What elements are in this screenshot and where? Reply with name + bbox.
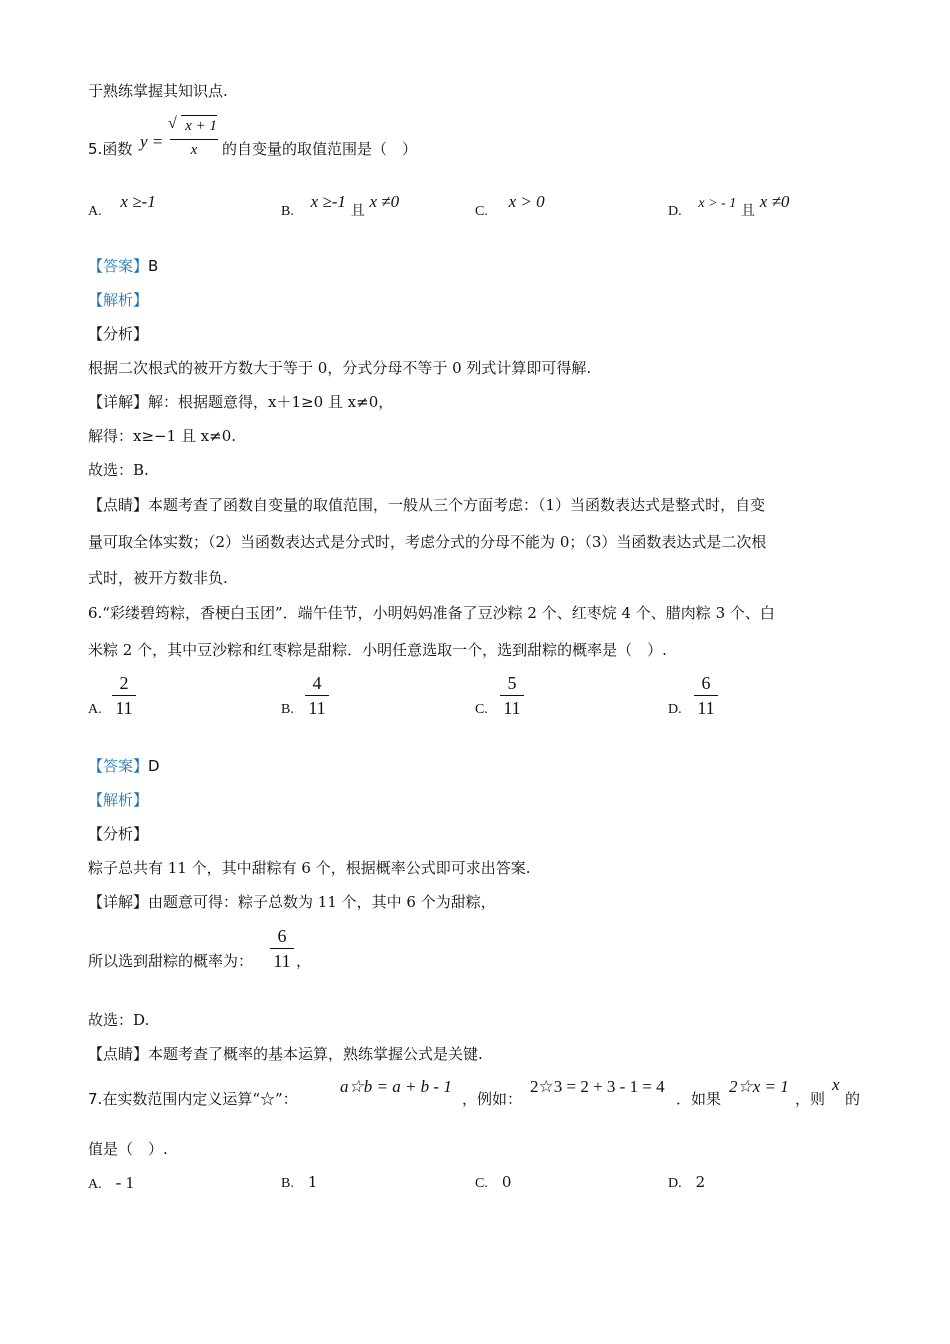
dianjing-text: 本题考查了概率的基本运算，熟练掌握公式是关键. [148,1045,483,1063]
option-c-label[interactable]: C. [475,702,488,717]
probability-comma: ， [296,952,312,970]
stem-text: ，则 [795,1090,826,1108]
solution-line: 解得：x≥−1 且 x≠0. [88,427,237,445]
sqrt-fraction [170,115,218,160]
stem-text: 函数 [102,140,133,158]
option-label: D. [668,1176,682,1191]
option-expr: x > 0 [508,192,545,211]
question-number: 7. [88,1090,103,1108]
probability-line [88,950,253,972]
option-expr2: x ≠0 [759,192,790,211]
xiangjie-line [88,891,496,913]
option-value: 0 [501,1173,512,1191]
choice-line: 故选：D. [88,1011,150,1029]
denominator: 11 [503,698,521,718]
radicand: x + 1 [181,115,217,136]
answer-line [88,755,160,777]
option-label: D. [668,204,682,219]
dianjing-text-2: 量可取全体实数；（2）当函数表达式是分式时，考虑分式的分母不能为 0；（3）当函数表达式是二次根 [88,533,767,551]
option-d-fraction [694,673,718,718]
fraction-bar [305,695,329,696]
dianjing-line [88,494,765,516]
option-expr: x ≥-1 [310,192,346,211]
denominator: 11 [115,698,133,718]
denominator: x [190,142,198,158]
xiangjie-tag: 【详解】 [88,393,149,411]
option-a[interactable] [88,192,156,220]
analysis-tag: 【解析】 [88,791,149,809]
dianjing-tag: 【点睛】 [88,1045,149,1063]
option-c-fraction [500,673,524,718]
option-b[interactable] [281,1173,317,1192]
numerator: 6 [277,926,287,946]
analysis-tag: 【解析】 [88,291,149,309]
fraction-bar [500,695,524,696]
fraction-bar [694,695,718,696]
option-label: A. [88,204,102,219]
option-c[interactable] [475,192,545,220]
option-value: 1 [307,1173,318,1191]
option-value: - 1 [115,1173,135,1192]
fraction-bar [112,695,136,696]
question-5-stem [88,138,132,159]
numerator: 4 [312,673,322,693]
stem-text: 的 [845,1090,861,1108]
xiangjie-line [88,391,393,413]
dianjing-tag: 【点睛】 [88,496,149,514]
denominator: 11 [697,698,715,718]
denominator: 11 [308,698,326,718]
formula-y: y = [140,132,164,151]
stem-text: 的自变量的取值范围是（ ） [222,140,418,158]
option-c[interactable] [475,1173,511,1192]
question-number: 5. [88,140,103,158]
dianjing-text: 本题考查了函数自变量的取值范围，一般从三个方面考虑：（1）当函数表达式是整式时，自变 [148,496,766,514]
option-b-fraction [305,673,329,718]
option-conj: 且 [350,203,365,219]
option-a-label[interactable]: A. [88,702,102,717]
xiangjie-text: 解：根据题意得，x＋1≥0 且 x≠0， [148,393,394,411]
text-line: 于熟练掌握其知识点. [88,82,228,100]
option-d-label[interactable]: D. [668,702,682,717]
answer-tag: 【答案】 [88,757,149,775]
probability-text: 所以选到甜粽的概率为： [88,952,254,970]
probability-fraction [270,926,294,971]
answer-value: D [148,757,160,775]
option-expr: x > - 1 [698,196,737,211]
fenxi-text: 粽子总共有 11 个，其中甜粽有 6 个，根据概率公式即可求出答案. [88,859,531,877]
choice-line: 故选：B. [88,461,149,479]
option-d[interactable] [668,1173,705,1192]
option-label: C. [475,1176,488,1191]
option-label: B. [281,204,294,219]
answer-value: B [148,257,159,275]
option-b[interactable] [281,192,400,220]
numerator: 5 [507,673,517,693]
answer-tag: 【答案】 [88,257,149,275]
option-expr: x ≥-1 [120,192,156,211]
answer-line [88,255,158,277]
question-6-stem-1: 6.“彩缕碧筠粽，香梗白玉团”．端午佳节，小明妈妈准备了豆沙粽 2 个、红枣烷 4 个、腊肉粽 3 个、白 [88,604,775,622]
option-conj: 且 [741,203,756,219]
denominator: 11 [273,951,291,971]
option-label: B. [281,1176,294,1191]
question-6-stem-2: 米粽 2 个，其中豆沙粽和红枣粽是甜粽．小明任意选取一个，选到甜粽的概率是（ ）. [88,641,667,659]
formula-example: 2☆3 = 2 + 3 - 1 = 4 [530,1077,665,1096]
dianjing-line [88,1043,483,1065]
dianjing-text-3: 式时，被开方数非负. [88,569,228,587]
stem-text: ，例如： [462,1090,523,1108]
stem-text: ．如果 [676,1090,722,1108]
fenxi-text: 根据二次根式的被开方数大于等于 0，分式分母不等于 0 列式计算即可得解. [88,359,592,377]
question-7-stem-2: 值是（ ）. [88,1140,168,1158]
numerator: 6 [701,673,711,693]
option-label: C. [475,204,488,219]
xiangjie-tag: 【详解】 [88,893,149,911]
option-expr2: x ≠0 [369,192,400,211]
sqrt-sign-icon: √ [168,115,177,132]
variable-x: x [832,1075,840,1094]
stem-text: 在实数范围内定义运算“☆”： [102,1090,298,1108]
option-b-label[interactable]: B. [281,702,294,717]
fenxi-tag: 【分析】 [88,825,149,843]
formula-condition: 2☆x = 1 [729,1077,789,1096]
option-a[interactable] [88,1173,134,1193]
question-7-stem [88,1088,298,1110]
xiangjie-text: 由题意可得：粽子总数为 11 个，其中 6 个为甜粽， [148,893,496,911]
option-value: 2 [695,1173,706,1191]
fraction-bar [270,948,294,949]
numerator: 2 [119,673,129,693]
option-label: A. [88,1177,102,1192]
option-a-fraction [112,673,136,718]
formula-definition: a☆b = a + b - 1 [340,1077,452,1096]
fenxi-tag: 【分析】 [88,325,149,343]
option-d[interactable] [668,192,790,220]
